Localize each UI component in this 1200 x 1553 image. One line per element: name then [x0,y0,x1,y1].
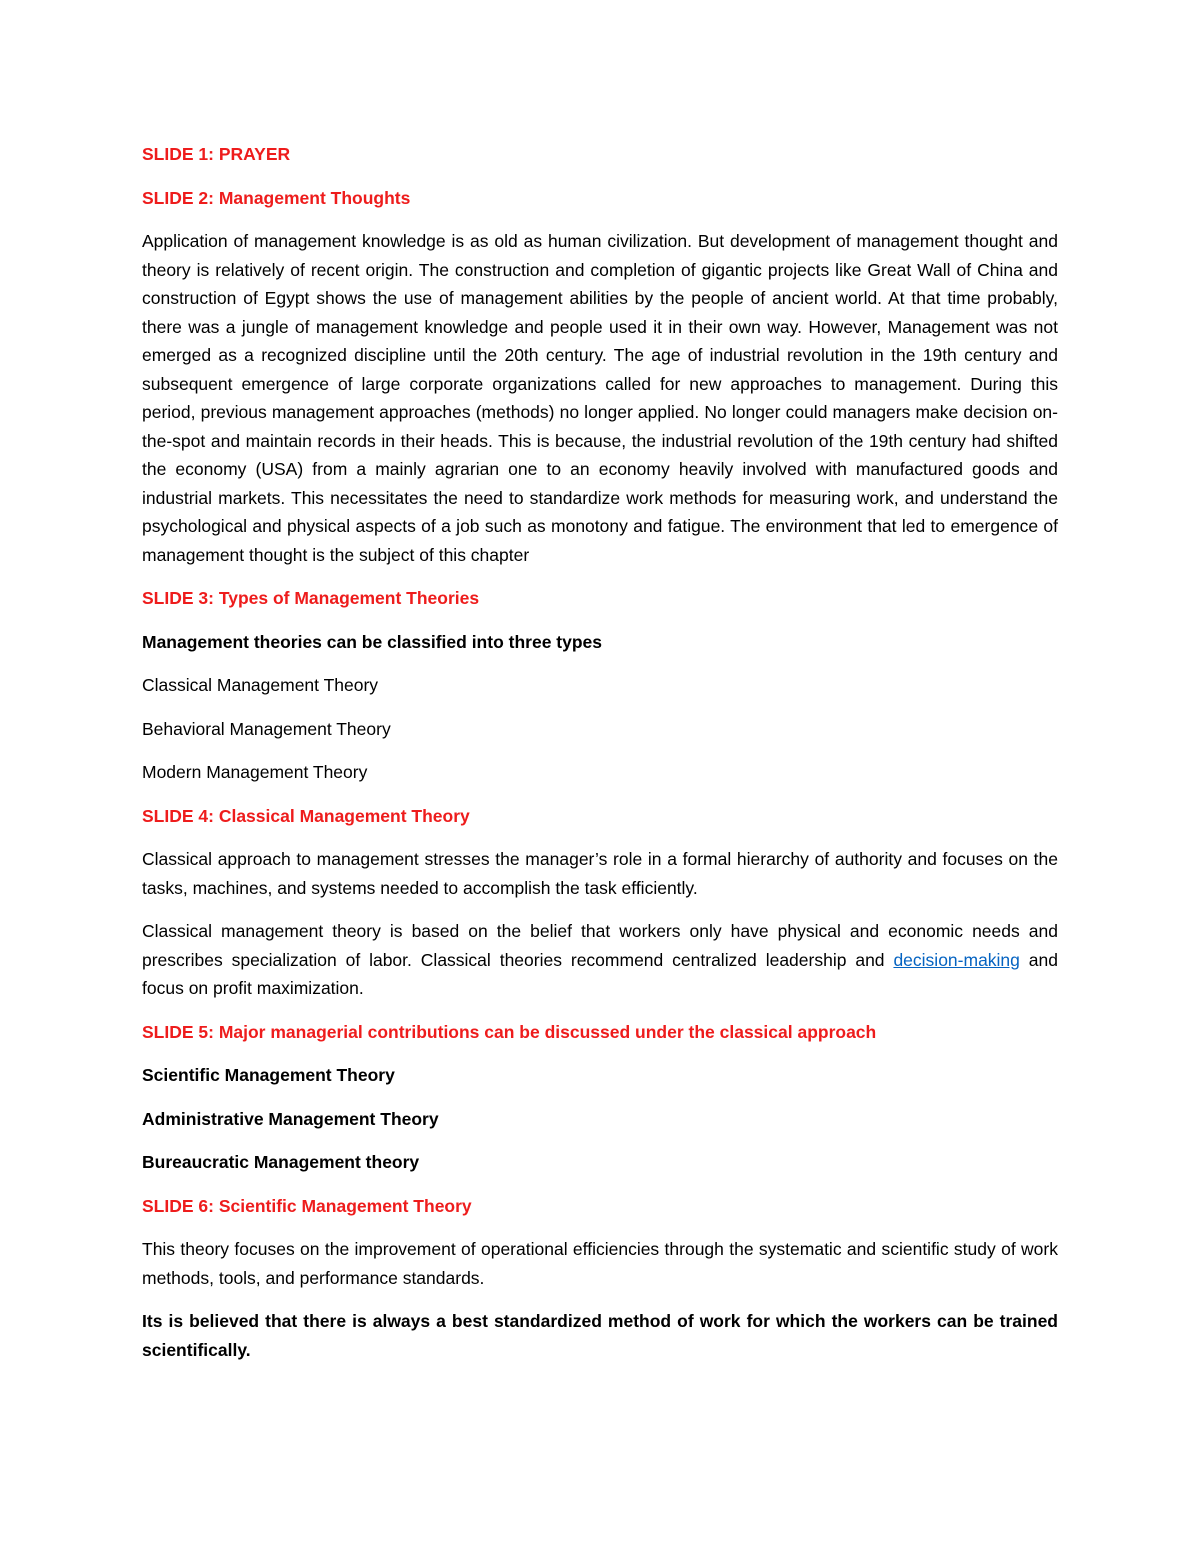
slide-4-paragraph-2-text-after: and focus on profit maximization. [142,949,1059,998]
slide-5-heading: SLIDE 5: Major managerial contributions can be discussed under the classical approach [142,1021,877,1042]
slide-2-paragraph: Application of management knowledge is as old as human civilization. But development of management thought and theory is relatively of recent origin. The construction and completion of gigantic projects like Great Wall of China and construction of Egypt shows the use of management abilities by the people of ancient world. At that time probably, there was a jungle of management knowledge and people used it in their own way. However, Management was not emerged as a recognized discipline until the 20th century. The age of industrial revolution in the 19th century and subsequent emergence of large corporate organizations called for new approaches to management. During this period, previous management approaches (methods) no longer applied. No longer could managers make decision on-the-spot and maintain records in their heads. This is because, the industrial revolution of the 19th century had shifted the economy (USA) from a mainly agrarian one to an economy heavily involved with manufactured goods and industrial markets. This necessitates the need to standardize work methods for measuring work, and understand the psychological and physical aspects of a job such as monotony and fatigue. The environment that led to emergence of management thought is the subject of this chapter [142,231,1058,565]
slide-2-heading: SLIDE 2: Management Thoughts [142,187,411,208]
contribution-bureaucratic: Bureaucratic Management theory [142,1152,420,1172]
slide-6-paragraph-2: Its is believed that there is always a best standardized method of work for which the workers can be trained scientifically. [142,1311,1058,1360]
slide-4-paragraph-2 [142,917,1058,1003]
document-body [142,140,1058,1379]
decision-making-link[interactable]: decision-making [893,949,1020,970]
slide-3-intro: Management theories can be classified into three types [142,631,602,652]
theory-type-behavioral: Behavioral Management Theory [142,718,391,739]
theory-type-classical: Classical Management Theory [142,675,379,695]
slide-3-heading: SLIDE 3: Types of Management Theories [142,588,480,608]
slide-4-paragraph-1: Classical approach to management stresses the manager’s role in a formal hierarchy of authority and focuses on the tasks, machines, and systems needed to accomplish the task efficiently. [142,849,1058,898]
slide-6-paragraph-1: This theory focuses on the improvement of operational efficiencies through the systematic and scientific study of work methods, tools, and performance standards. [142,1239,1058,1288]
contribution-administrative: Administrative Management Theory [142,1108,439,1129]
slide-6-heading: SLIDE 6: Scientific Management Theory [142,1195,472,1216]
theory-type-modern: Modern Management Theory [142,762,368,782]
contribution-scientific: Scientific Management Theory [142,1065,395,1085]
slide-4-paragraph-2-text-before: Classical management theory is based on the belief that workers only have physical and economic needs and prescribes specialization of labor. Classical theories recommend centralized leadership and [142,921,1058,970]
slide-1-heading: SLIDE 1: PRAYER [142,144,291,164]
slide-4-heading: SLIDE 4: Classical Management Theory [142,805,470,826]
